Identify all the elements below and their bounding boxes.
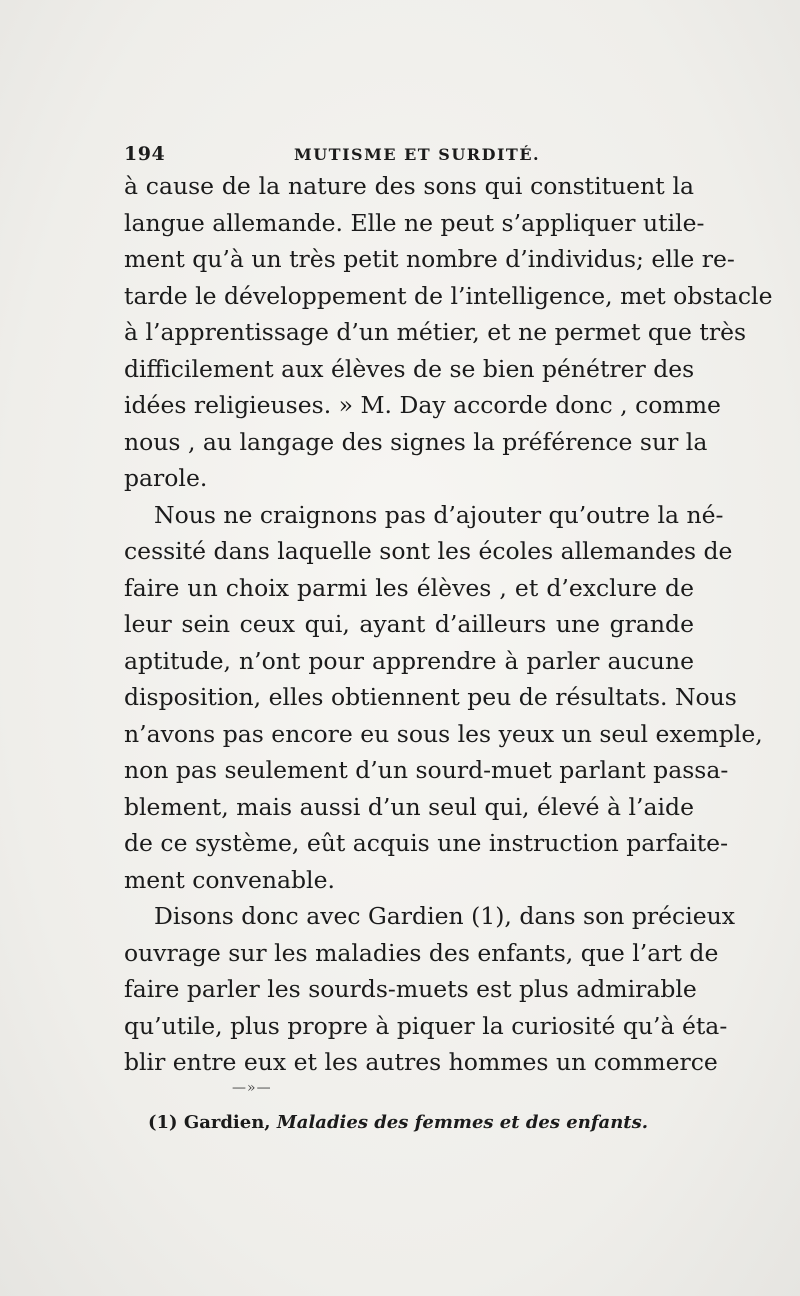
text-line: parole. — [124, 464, 208, 492]
footnote-separator: —»— — [232, 1080, 272, 1096]
text-line: faire un choix parmi les élèves , et d’exclure de — [124, 573, 694, 602]
paragraph — [124, 898, 736, 1081]
text-line: qu’utile, plus propre à piquer la curiosité qu’à éta- — [124, 1011, 728, 1040]
text-line: langue allemande. Elle ne peut s’appliquer utile- — [124, 208, 705, 237]
body-text — [124, 168, 773, 1081]
text-line: nous , au langage des signes la préférence sur la — [124, 427, 708, 456]
text-line: non pas seulement d’un sourd-muet parlant passa- — [124, 756, 729, 784]
text-line: n’avons pas encore eu sous les yeux un seul exemple, — [124, 719, 763, 748]
text-line: blement, mais aussi d’un seul qui, élevé à l’aide — [124, 792, 694, 821]
text-line: ment qu’à un très petit nombre d’individus; elle re- — [124, 245, 735, 273]
text-line: ouvrage sur les maladies des enfants, que l’art de — [124, 938, 719, 967]
text-line: tarde le développement de l’intelligence, met obstacle — [124, 281, 773, 310]
text-line: à l’apprentissage d’un métier, et ne permet que très — [124, 318, 747, 346]
text-line: cessité dans laquelle sont les écoles allemandes de — [124, 537, 733, 565]
text-line: aptitude, n’ont pour apprendre à parler aucune — [124, 646, 694, 675]
footnote — [148, 1112, 708, 1133]
text-line: ment convenable. — [124, 865, 335, 894]
text-line: leur sein ceux qui, ayant d’ailleurs une grande — [124, 610, 694, 638]
paragraph — [124, 168, 773, 497]
footnote-title: Maladies des femmes et des enfants. — [276, 1112, 649, 1133]
running-head — [124, 143, 694, 169]
text-line: blir entre eux et les autres hommes un commerce — [124, 1048, 718, 1076]
footnote-marker: (1) Gardien, — [148, 1112, 271, 1133]
text-line: de ce système, eût acquis une instruction parfaite- — [124, 829, 729, 857]
text-line: disposition, elles obtiennent peu de résultats. Nous — [124, 683, 737, 711]
text-line: à cause de la nature des sons qui constituent la — [124, 172, 694, 200]
text-line: Nous ne craignons pas d’ajouter qu’outre la né- — [154, 500, 724, 529]
running-title: MUTISME ET SURDITÉ. — [294, 145, 541, 164]
page-number: 194 — [124, 143, 166, 165]
text-line: faire parler les sourds-muets est plus admirable — [124, 975, 697, 1003]
text-line: idées religieuses. » M. Day accorde donc , comme — [124, 391, 721, 419]
text-line: difficilement aux élèves de se bien pénétrer des — [124, 354, 695, 383]
paragraph — [124, 497, 763, 899]
text-line: Disons donc avec Gardien (1), dans son précieux — [154, 902, 736, 930]
